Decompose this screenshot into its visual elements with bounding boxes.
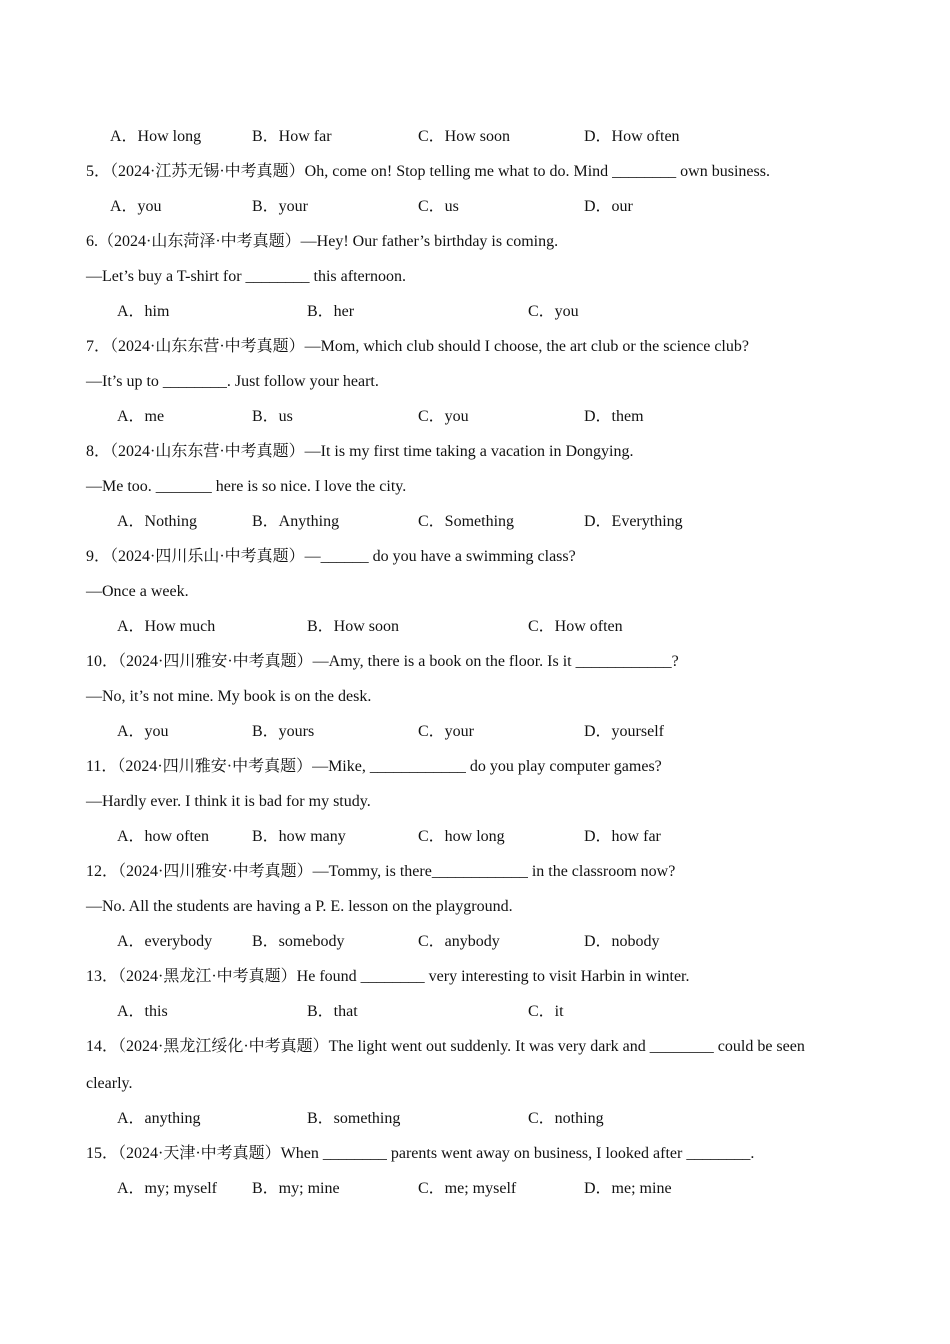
q10-option-b: B．yours — [252, 723, 315, 740]
q5-option-d: D．our — [584, 198, 633, 215]
q13-option-b: B．that — [307, 1003, 358, 1020]
q7-stem: 7．（2024·山东东营·中考真题）—Mom, which club should I choose, the art club or the science club? — [86, 338, 749, 355]
q12-stem: 12．（2024·四川雅安·中考真题）—Tommy, is there____________ in the classroom now? — [86, 863, 676, 880]
q13-option-c: C．it — [528, 1003, 564, 1020]
q8-option-d: D．Everything — [584, 513, 683, 530]
q7-option-b: B．us — [252, 408, 293, 425]
q5-option-b: B．your — [252, 198, 309, 215]
q10-line2: —No, it’s not mine. My book is on the desk. — [86, 688, 372, 705]
q11-option-c: C．how long — [418, 828, 505, 845]
q8-option-c: C．Something — [418, 513, 515, 530]
q8-line2: —Me too. _______ here is so nice. I love the city. — [86, 478, 407, 495]
q8-option-a: A．Nothing — [117, 513, 198, 530]
q8-stem: 8．（2024·山东东营·中考真题）—It is my first time taking a vacation in Dongying. — [86, 443, 634, 460]
q11-option-d: D．how far — [584, 828, 661, 845]
q15-stem: 15．（2024·天津·中考真题）When ________ parents went away on business, I looked after ________. — [86, 1145, 755, 1162]
q10-option-a: A．you — [117, 723, 169, 740]
q6-option-a: A．him — [117, 303, 170, 320]
q7-option-c: C．you — [418, 408, 469, 425]
q9-option-b: B．How soon — [307, 618, 400, 635]
q13-option-a: A．this — [117, 1003, 168, 1020]
q12-line2: —No. All the students are having a P. E. lesson on the playground. — [86, 898, 513, 915]
q15-option-d: D．me; mine — [584, 1180, 672, 1197]
q14-line2: clearly. — [86, 1075, 133, 1092]
q15-option-c: C．me; myself — [418, 1180, 517, 1197]
q10-option-c: C．your — [418, 723, 475, 740]
q11-option-b: B．how many — [252, 828, 346, 845]
q11-option-a: A．how often — [117, 828, 209, 845]
q6-line2: —Let’s buy a T-shirt for ________ this afternoon. — [86, 268, 406, 285]
q15-option-b: B．my; mine — [252, 1180, 340, 1197]
q12-option-a: A．everybody — [117, 933, 213, 950]
q6-option-b: B．her — [307, 303, 355, 320]
q12-option-b: B．somebody — [252, 933, 345, 950]
q9-stem: 9．（2024·四川乐山·中考真题）—______ do you have a swimming class? — [86, 548, 576, 565]
q14-option-c: C．nothing — [528, 1110, 604, 1127]
q6-stem: 6.（2024·山东菏泽·中考真题）—Hey! Our father’s birthday is coming. — [86, 233, 559, 250]
q9-line2: —Once a week. — [86, 583, 189, 600]
q7-line2: —It’s up to ________. Just follow your heart. — [86, 373, 379, 390]
q4-option-c: C．How soon — [418, 128, 511, 145]
q8-option-b: B．Anything — [252, 513, 340, 530]
q12-option-c: C．anybody — [418, 933, 500, 950]
q9-option-a: A．How much — [117, 618, 216, 635]
q12-option-d: D．nobody — [584, 933, 660, 950]
q10-stem: 10．（2024·四川雅安·中考真题）—Amy, there is a book on the floor. Is it ____________? — [86, 653, 679, 670]
q7-option-d: D．them — [584, 408, 644, 425]
q15-option-a: A．my; myself — [117, 1180, 217, 1197]
q5-option-a: A．you — [110, 198, 162, 215]
q10-option-d: D．yourself — [584, 723, 664, 740]
q14-stem: 14．（2024·黑龙江绥化·中考真题）The light went out suddenly. It was very dark and ________ could be seen — [86, 1038, 805, 1055]
q13-stem: 13．（2024·黑龙江·中考真题）He found ________ very interesting to visit Harbin in winter. — [86, 968, 690, 985]
q4-option-d: D．How often — [584, 128, 680, 145]
q6-option-c: C．you — [528, 303, 579, 320]
q4-option-b: B．How far — [252, 128, 332, 145]
q4-option-a: A．How long — [110, 128, 202, 145]
q11-line2: —Hardly ever. I think it is bad for my study. — [86, 793, 371, 810]
q5-stem: 5．（2024·江苏无锡·中考真题）Oh, come on! Stop telling me what to do. Mind ________ own business. — [86, 163, 770, 180]
q14-option-b: B．something — [307, 1110, 401, 1127]
q14-option-a: A．anything — [117, 1110, 201, 1127]
q5-option-c: C．us — [418, 198, 459, 215]
q11-stem: 11．（2024·四川雅安·中考真题）—Mike, ____________ do you play computer games? — [86, 758, 662, 775]
q7-option-a: A．me — [117, 408, 165, 425]
q9-option-c: C．How often — [528, 618, 623, 635]
